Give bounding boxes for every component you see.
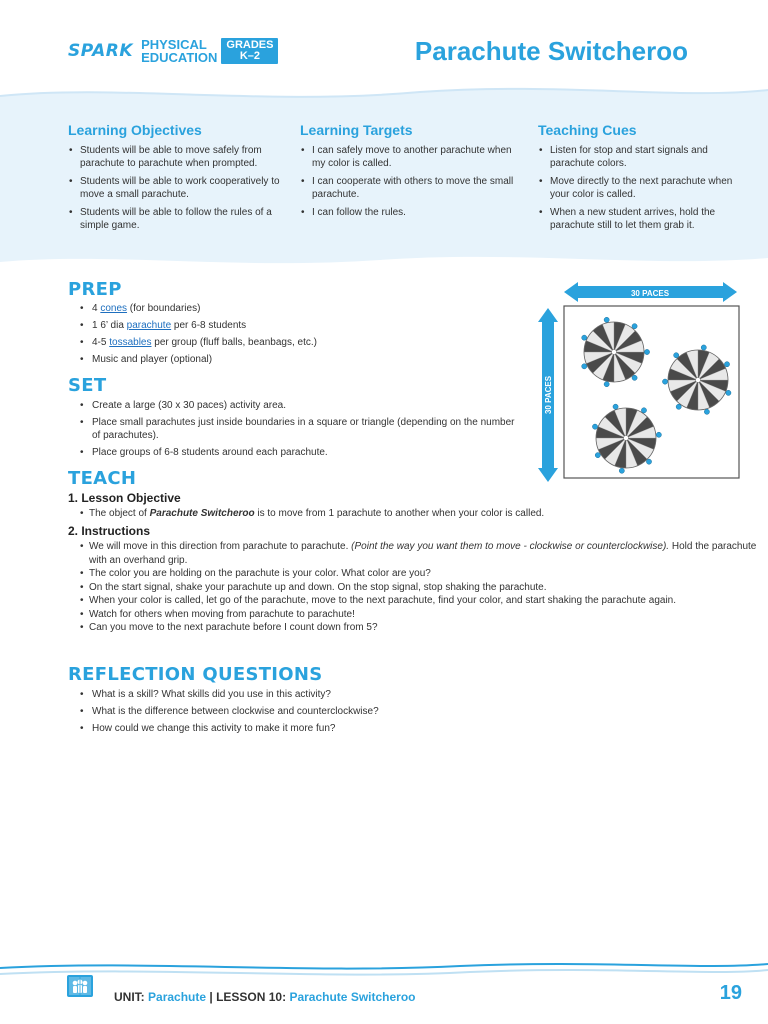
- parachute-link[interactable]: parachute: [126, 320, 172, 331]
- instructions-heading: 2. Instructions: [68, 524, 151, 538]
- student-figure: [632, 375, 637, 380]
- top-dimension-arrow: [564, 282, 737, 302]
- lesson-name: Parachute Switcheroo: [289, 990, 416, 1004]
- list-item: • Students will be able to follow the rules of a simple game.: [68, 206, 290, 232]
- list-item: • Move directly to the next parachute when your color is called.: [538, 175, 738, 201]
- side-dimension-label: 30 PACES: [544, 375, 553, 415]
- list-item: • Students will be able to work cooperatively to move a small parachute.: [68, 175, 290, 201]
- student-figure: [613, 404, 618, 409]
- reflection-list: [80, 688, 580, 739]
- logo-brand: SPARK: [68, 41, 134, 61]
- student-figure: [662, 379, 667, 384]
- footer-unit-lesson: [114, 990, 416, 1004]
- learning-objectives-column: [68, 122, 290, 237]
- list-item: • We will move in this direction from parachute to parachute. (Point the way you want them to move - clockwise or counterclockwise). Hold the parachute with an overhand grip.: [80, 540, 760, 567]
- list-item: • Music and player (optional): [80, 353, 520, 366]
- student-figure: [701, 345, 706, 350]
- student-figure: [674, 353, 679, 358]
- list-item: • On the start signal, shake your parachute up and down. On the stop signal, stop shaking the parachute.: [80, 581, 760, 595]
- student-figure: [582, 335, 587, 340]
- logo-line-2: EDUCATION: [141, 50, 218, 65]
- grades-range: K–2: [239, 50, 261, 62]
- student-figure: [704, 409, 709, 414]
- list-item: • The color you are holding on the parachute is your color. What color are you?: [80, 567, 760, 581]
- learning-objectives-heading: Learning Objectives: [68, 122, 202, 138]
- list-item: • Can you move to the next parachute before I count down from 5?: [80, 621, 760, 635]
- prep-list: [80, 302, 520, 370]
- activity-area-diagram: [534, 280, 749, 485]
- lesson-objective-heading: 1. Lesson Objective: [68, 491, 181, 505]
- student-figure: [641, 408, 646, 413]
- list-item: • Create a large (30 x 30 paces) activity area.: [80, 399, 525, 412]
- learning-objectives-list: [68, 144, 290, 232]
- tossables-link[interactable]: tossables: [109, 337, 152, 348]
- list-item: • Students will be able to move safely from parachute to parachute when prompted.: [68, 144, 290, 170]
- student-figure: [619, 468, 624, 473]
- set-list: [80, 399, 525, 463]
- teaching-cues-column: [538, 122, 738, 237]
- learning-targets-heading: Learning Targets: [300, 122, 413, 138]
- unit-name: Parachute: [148, 990, 207, 1004]
- student-figure: [604, 317, 609, 322]
- grades-label: GRADES: [226, 39, 274, 51]
- list-item: • Place small parachutes just inside boundaries in a square or triangle (depending on the number of parachutes).: [80, 416, 525, 442]
- list-item: • I can safely move to another parachute when my color is called.: [300, 144, 522, 170]
- teaching-cues-list: [538, 144, 738, 232]
- student-figure: [656, 432, 661, 437]
- prep-heading: PREP: [68, 279, 122, 300]
- student-figure: [582, 364, 587, 369]
- teach-heading: TEACH: [68, 468, 137, 489]
- learning-targets-list: [300, 144, 522, 219]
- reflection-heading: REFLECTION QUESTIONS: [68, 664, 323, 685]
- page-header: [0, 0, 768, 90]
- student-figure: [595, 453, 600, 458]
- side-dimension-arrow: [538, 308, 558, 482]
- lesson-objective-list: [80, 507, 760, 521]
- list-item: • Listen for stop and start signals and parachute colors.: [538, 144, 738, 170]
- footer-separator: |: [206, 990, 217, 1004]
- top-dimension-label: 30 PACES: [630, 289, 670, 298]
- list-item: • Place groups of 6-8 students around each parachute.: [80, 446, 525, 459]
- list-item: • The object of Parachute Switcheroo is to move from 1 parachute to another when your color is called.: [80, 507, 760, 521]
- logo-subject: [141, 38, 217, 64]
- student-figure: [724, 362, 729, 367]
- student-figure: [726, 390, 731, 395]
- grades-badge: [221, 38, 278, 64]
- list-item: • What is a skill? What skills did you use in this activity?: [80, 688, 580, 701]
- student-figure: [644, 349, 649, 354]
- cones-link[interactable]: cones: [100, 303, 128, 314]
- list-item: • When a new student arrives, hold the parachute still to let them grab it.: [538, 206, 738, 232]
- student-figure: [592, 424, 597, 429]
- spark-logo: [68, 36, 278, 66]
- list-item: • I can cooperate with others to move the small parachute.: [300, 175, 522, 201]
- unit-label: UNIT:: [114, 990, 145, 1004]
- list-item: • 1 6’ dia parachute per 6-8 students: [80, 319, 520, 332]
- set-heading: SET: [68, 375, 107, 396]
- list-item: • Watch for others when moving from parachute to parachute!: [80, 608, 760, 622]
- list-item: • What is the difference between clockwise and counterclockwise?: [80, 705, 580, 718]
- list-item: • When your color is called, let go of the parachute, move to the next parachute, find your color, and start shaking the parachute again.: [80, 594, 760, 608]
- student-figure: [632, 324, 637, 329]
- instructions-list: [80, 540, 760, 635]
- list-item: • I can follow the rules.: [300, 206, 522, 219]
- teaching-cues-heading: Teaching Cues: [538, 122, 637, 138]
- list-item: • How could we change this activity to make it more fun?: [80, 722, 580, 735]
- student-figure: [604, 382, 609, 387]
- page-title: Parachute Switcheroo: [414, 36, 688, 66]
- page-number: 19: [719, 982, 742, 1004]
- list-item: • 4-5 tossables per group (fluff balls, beanbags, etc.): [80, 336, 520, 349]
- learning-targets-column: [300, 122, 522, 224]
- student-figure: [676, 404, 681, 409]
- logo-line-1: PHYSICAL: [141, 37, 207, 52]
- students-book-icon: [66, 972, 94, 1000]
- list-item: • 4 cones (for boundaries): [80, 302, 520, 315]
- lesson-label: LESSON 10:: [216, 990, 287, 1004]
- student-figure: [646, 459, 651, 464]
